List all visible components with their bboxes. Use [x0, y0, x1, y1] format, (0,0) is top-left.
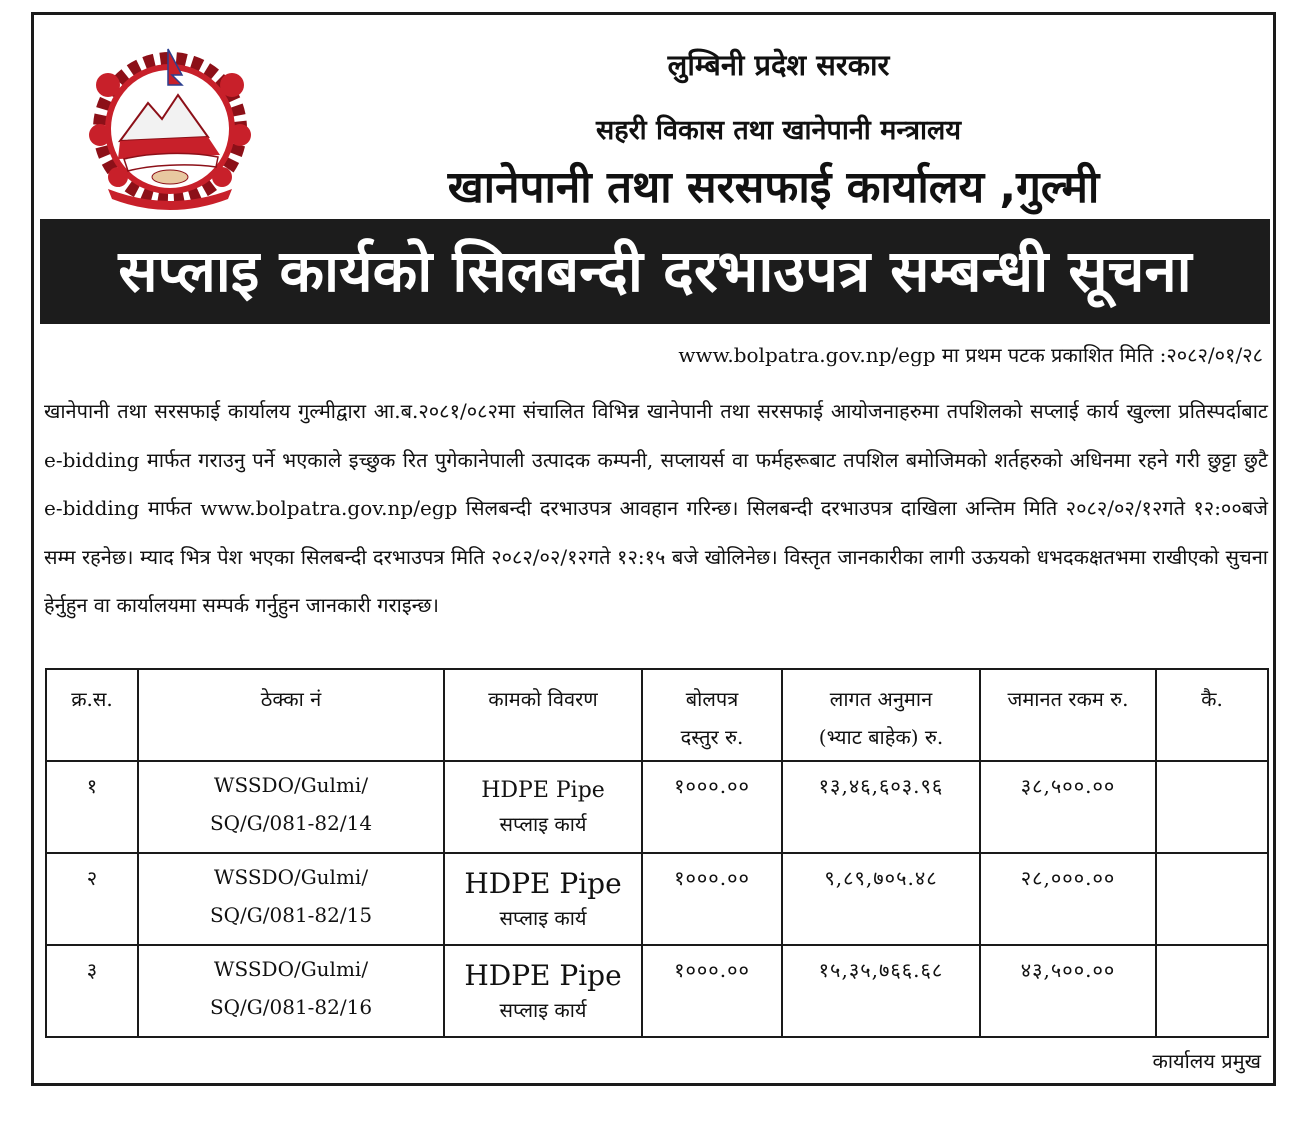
cell-bid-fee: १०००.०० — [642, 945, 782, 1037]
nepal-emblem — [78, 45, 262, 215]
table-header-row — [46, 669, 1268, 761]
notice-body: खानेपानी तथा सरसफाई कार्यालय गुल्मीद्वारा आ.ब.२०८१/०८२मा संचालित विभिन्न खानेपानी तथा सरसफाई आयोजनाहरुमा तपशिलको सप्लाई कार्य खुल्ला प्रतिस्पर्दाबाट e-bidding मार्फत गराउनु पर्ने भएकाले इच्छुक रित पुगेकानेपाली उत्पादक कम्पनी, सप्लायर्स वा फर्महरूबाट तपशिल बमोजिमको शर्तहरुको अधिनमा रहने गरी छुट्टा छुटै e-bidding मार्फत www.bolpatra.gov.np/egp सिलबन्दी दरभाउपत्र आवहान गरिन्छ। सिलबन्दी दरभाउपत्र दाखिला अन्तिम मिति २०८२/०२/१२गते १२:००बजे सम्म रहनेछ। म्याद भित्र पेश भएका सिलबन्दी दरभाउपत्र मिति २०८२/०२/१२गते १२:१५ बजे खोलिनेछ। विस्तृत जानकारीका लागी उऊयको धभदकक्षतभमा राखीएको सुचना हेर्नुहुन वा कार्यालयमा सम्पर्क गर्नुहुन जानकारी गराइन्छ। — [44, 399, 1268, 617]
cell-bid-fee: १०००.०० — [642, 761, 782, 853]
table-row — [46, 761, 1268, 853]
publication-line: www.bolpatra.gov.np/egp मा प्रथम पटक प्रकाशित मिति :२०८२/०१/२८ — [678, 343, 1263, 367]
notice-banner: सप्लाइ कार्यको सिलबन्दी दरभाउपत्र सम्बन्धी सूचना — [40, 219, 1270, 324]
cell-sn: ३ — [46, 945, 138, 1037]
notice-frame — [31, 12, 1276, 1086]
contract-line1: WSSDO/Gulmi/ — [213, 865, 369, 889]
cell-security: २८,०००.०० — [980, 853, 1156, 945]
description-main: HDPE Pipe — [464, 959, 622, 992]
cell-estimate: ९,८९,७०५.४८ — [782, 853, 980, 945]
cell-security: ३८,५००.०० — [980, 761, 1156, 853]
header-contract-no: ठेक्का नं — [138, 669, 444, 761]
header-estimate-line2: (भ्याट बाहेक) रु. — [818, 725, 944, 749]
cell-bid-fee: १०००.०० — [642, 853, 782, 945]
header-sn: क्र.स. — [46, 669, 138, 761]
header-description: कामको विवरण — [444, 669, 642, 761]
office-title: खानेपानी तथा सरसफाई कार्यालय ,गुल्मी — [447, 162, 1100, 213]
map-icon — [124, 153, 218, 171]
description-main: HDPE Pipe — [464, 867, 622, 900]
cell-contract-no — [138, 853, 444, 945]
mountain-icon — [118, 95, 220, 159]
header-remarks: कै. — [1156, 669, 1268, 761]
description-sub: सप्लाइ कार्य — [499, 812, 587, 836]
ministry-title: सहरी विकास तथा खानेपानी मन्त्रालय — [595, 115, 961, 146]
contract-line2: SQ/G/081-82/15 — [209, 903, 373, 927]
cell-description — [444, 945, 642, 1037]
cell-estimate: १३,४६,६०३.९६ — [782, 761, 980, 853]
header-bid-fee-line1: बोलपत्र — [685, 687, 739, 711]
cell-remarks — [1156, 945, 1268, 1037]
header-estimate-line1: लागत अनुमान — [829, 687, 933, 711]
contract-line1: WSSDO/Gulmi/ — [213, 957, 369, 981]
description-sub: सप्लाइ कार्य — [499, 906, 587, 930]
description-sub: सप्लाइ कार्य — [499, 998, 587, 1022]
handshake-icon — [152, 170, 188, 184]
header-bid-fee-line2: दस्तुर रु. — [680, 725, 744, 749]
contract-line1: WSSDO/Gulmi/ — [213, 773, 369, 797]
cell-remarks — [1156, 853, 1268, 945]
signatory-title: कार्यालय प्रमुख — [1152, 1049, 1261, 1073]
bid-table — [45, 668, 1269, 1038]
header-bid-fee — [642, 669, 782, 761]
cell-description — [444, 761, 642, 853]
description-main: HDPE Pipe — [481, 778, 605, 803]
cell-security: ४३,५००.०० — [980, 945, 1156, 1037]
cell-description — [444, 853, 642, 945]
cell-estimate: १५,३५,७६६.६८ — [782, 945, 980, 1037]
contract-line2: SQ/G/081-82/14 — [209, 811, 373, 835]
cell-contract-no — [138, 945, 444, 1037]
table-row — [46, 853, 1268, 945]
cell-remarks — [1156, 761, 1268, 853]
cell-sn: १ — [46, 761, 138, 853]
government-title: लुम्बिनी प्रदेश सरकार — [667, 48, 890, 82]
cell-contract-no — [138, 761, 444, 853]
header-estimate — [782, 669, 980, 761]
cell-sn: २ — [46, 853, 138, 945]
contract-line2: SQ/G/081-82/16 — [209, 995, 373, 1019]
header-security: जमानत रकम रु. — [980, 669, 1156, 761]
table-row — [46, 945, 1268, 1037]
